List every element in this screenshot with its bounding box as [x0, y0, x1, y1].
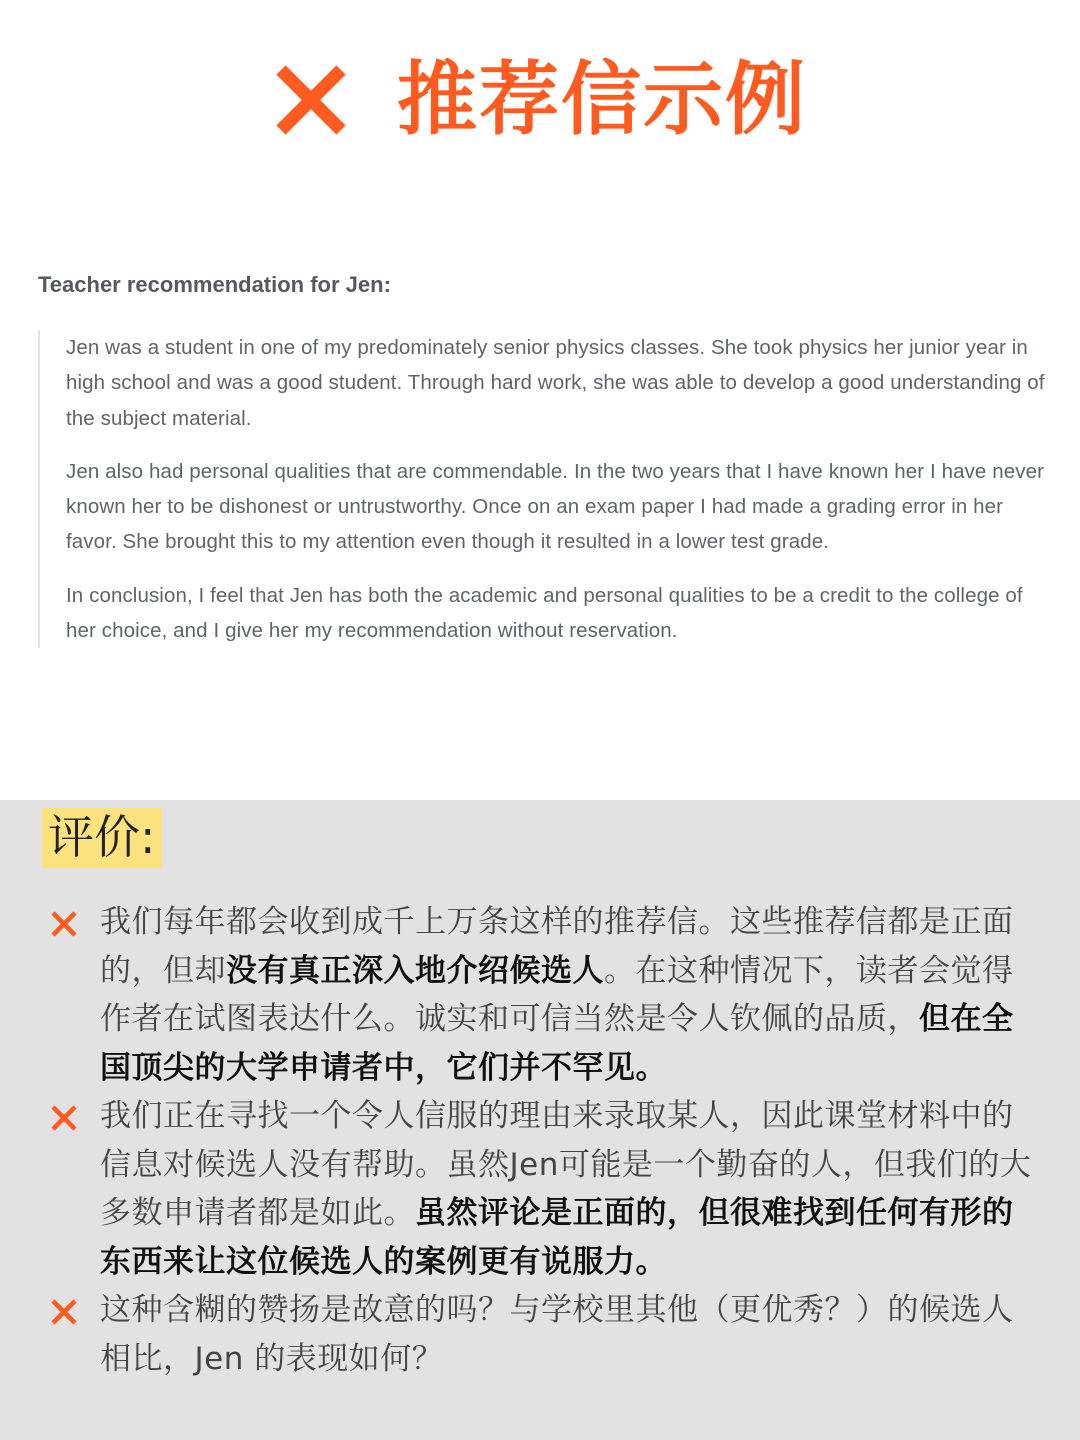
review-text-emphasis: 没有真正深入地介绍候选人 [226, 952, 604, 989]
x-mark-icon [50, 1104, 78, 1132]
letter-paragraph: In conclusion, I feel that Jen has both the academic and personal qualities to be a credit to the college of her choice, and I give her my recommendation without reservation. [66, 583, 1023, 643]
review-text-segment: 我们正在寻找一个令人信服的理由来录取某人，因此课堂材料中的信息对候选人没有帮助。虽然Jen可能是一个勤奋的人，但我们的大多数申请者都是如此。 [100, 1098, 1032, 1231]
page-header [0, 40, 1080, 160]
review-text-segment: 这种含糊的赞扬是故意的吗？与学校里其他（更优秀？）的候选人相比，Jen 的表现如何？ [100, 1292, 1014, 1377]
review-label: 评价: [42, 808, 162, 868]
review-point-text [100, 898, 1044, 1092]
page-title: 推荐信示例 [397, 53, 807, 146]
review-section [0, 800, 1080, 1440]
review-points [0, 898, 1080, 1383]
review-point-text [100, 1286, 1044, 1383]
letter-paragraph: Jen was a student in one of my predominately senior physics classes. She took physics her junior year in high school and was a good student. Through hard work, she was able to develop a good understanding of the subject material. [66, 336, 1045, 430]
review-text-segment: 我们每年都会收到成千上万条这样的推荐信。这些推荐信都是正面的，但却 [100, 904, 1014, 989]
letter-heading: Teacher recommendation for Jen: [38, 272, 391, 297]
review-point [0, 1286, 1080, 1383]
review-point [0, 898, 1080, 1092]
letter-paragraph: Jen also had personal qualities that are commendable. In the two years that I have known her I have never known her to be dishonest or untrustworthy. Once on an exam paper I had made a grading error in her favor. She brought this to my attention even though it resulted in a lower test grade. [66, 459, 1044, 554]
review-point [0, 1092, 1080, 1286]
x-mark-icon [50, 910, 78, 938]
review-text-emphasis: 虽然评论是正面的，但很难找到任何有形的东西来让这位候选人的案例更有说服力。 [100, 1195, 1014, 1280]
review-text-segment: 。在这种情况下，读者会觉得作者在试图表达什么。诚实和可信当然是令人钦佩的品质， [100, 952, 1014, 1037]
x-mark-icon [273, 62, 349, 138]
review-text-emphasis: 但在全国顶尖的大学申请者中，它们并不罕见。 [100, 1001, 1014, 1086]
review-point-text [100, 1092, 1044, 1286]
x-mark-icon [50, 1298, 78, 1326]
letter-quote [38, 330, 1058, 648]
